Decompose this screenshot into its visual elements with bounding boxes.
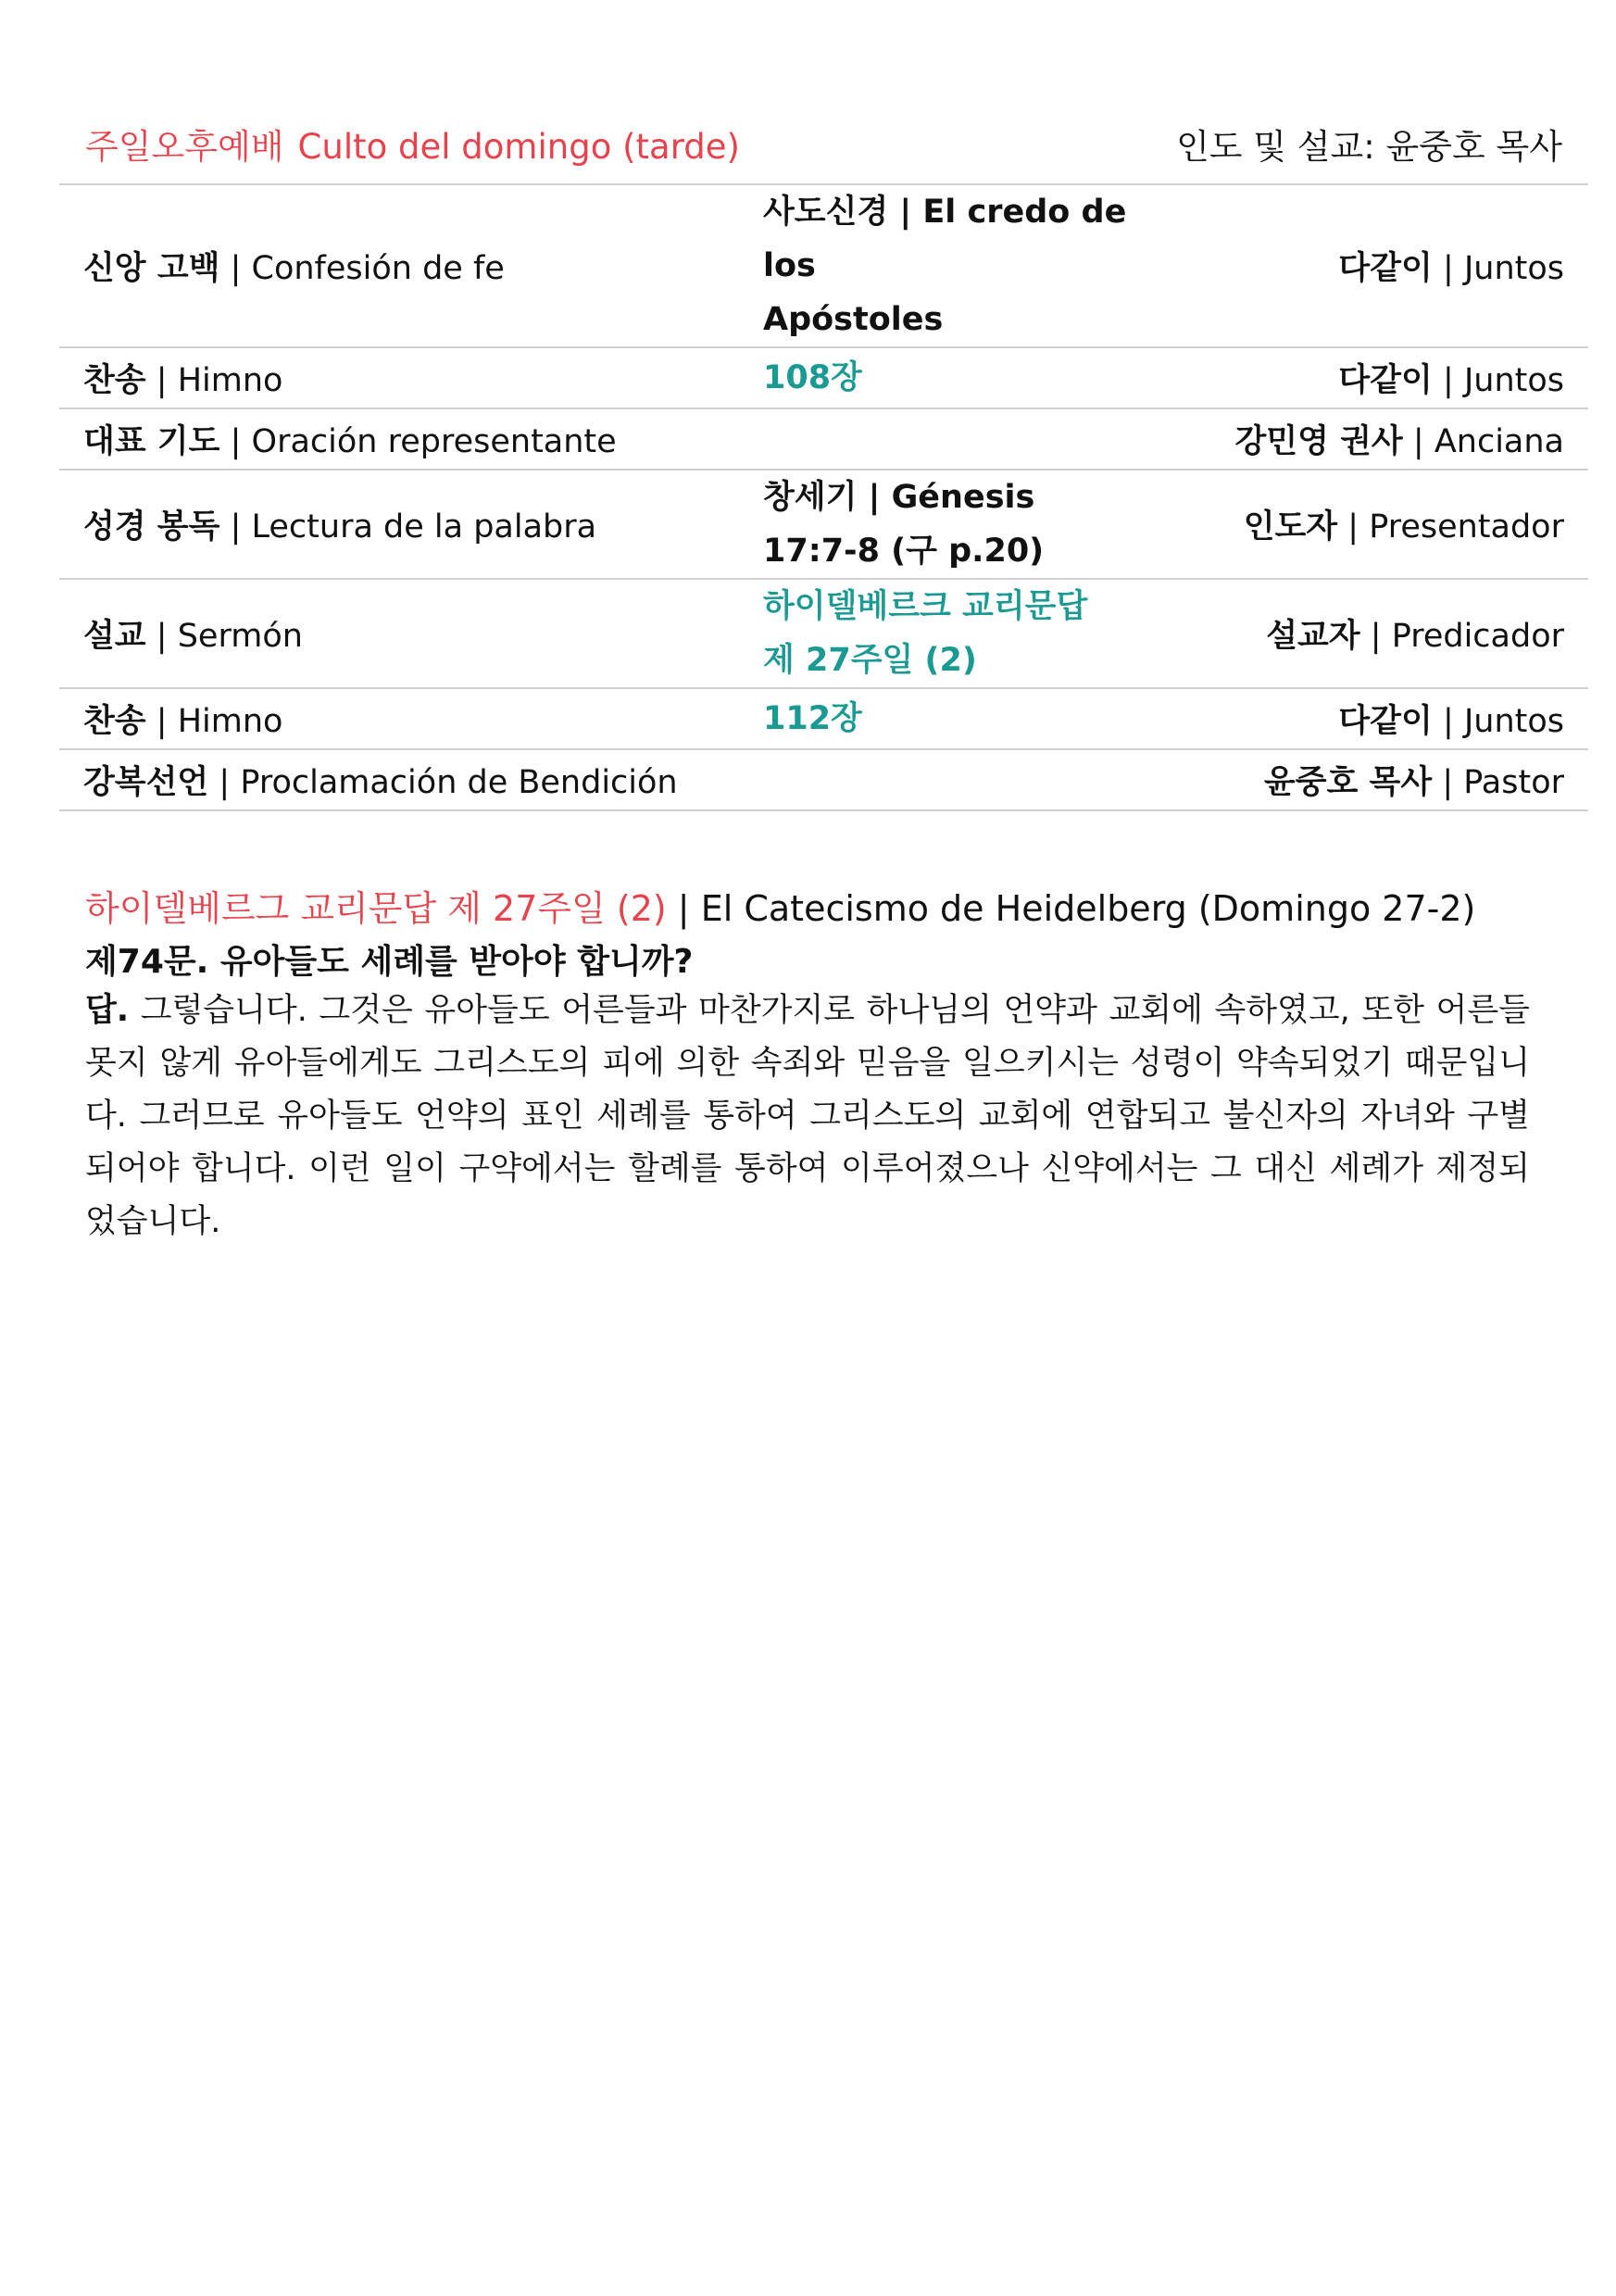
answer-text: 그렇습니다. 그것은 유아들도 어른들과 마찬가지로 하나님의 언약과 교회에 속하였고, 또한 어른들 못지 않게 유아들에게도 그리스도의 피에 의한 속죄와 믿음을 일으키시는 성령이 약속되었기 때문입니다. 그러므로 유아들도 언약의 표인 세례를 통하여 그리스도의 교회에 연합되고 불신자의 자녀와 구별되어야 합니다. 이런 일이 구약에서는 할례를 통하여 이루어졌으나 신약에서는 그 대신 세례가 제정되었습니다.: [85, 992, 1530, 1240]
item-responsible: 다같이 | Juntos: [1176, 347, 1588, 408]
item-responsible: 설교자 | Predicador: [1176, 579, 1588, 688]
item-detail: [756, 749, 1176, 810]
item-detail: 108장: [756, 347, 1176, 408]
service-title-spanish: Culto del domingo (tarde): [297, 127, 740, 167]
item-detail: 사도신경 | El credo de los Apóstoles: [756, 184, 1176, 347]
item-name: 신앙 고백 | Confesión de fe: [59, 184, 756, 347]
order-of-worship-table: [59, 183, 1588, 811]
table-row: [59, 347, 1588, 408]
table-row: [59, 408, 1588, 470]
catechism-title: 하이델베르그 교리문답 제 27주일 (2) | El Catecismo de Heidelberg (Domingo 27-2): [85, 888, 1476, 929]
answer-label: 답.: [85, 992, 130, 1029]
item-name: 설교 | Sermón: [59, 579, 756, 688]
table-row: [59, 470, 1588, 579]
catechism-title-korean: 하이델베르그 교리문답 제 27주일 (2): [85, 888, 667, 929]
service-leader: 인도 및 설교: 윤중호 목사: [1176, 127, 1562, 167]
table-row: [59, 184, 1588, 347]
item-name: 성경 봉독 | Lectura de la palabra: [59, 470, 756, 579]
catechism-answer: [85, 985, 1530, 1248]
item-responsible: 윤중호 목사 | Pastor: [1176, 749, 1588, 810]
item-detail: 하이델베르크 교리문답 제 27주일 (2): [756, 579, 1176, 688]
item-detail: [756, 408, 1176, 470]
item-responsible: 다같이 | Juntos: [1176, 184, 1588, 347]
item-detail: 112장: [756, 688, 1176, 749]
item-name: 찬송 | Himno: [59, 688, 756, 749]
item-name: 강복선언 | Proclamación de Bendición: [59, 749, 756, 810]
item-detail: 창세기 | Génesis 17:7-8 (구 p.20): [756, 470, 1176, 579]
item-responsible: 다같이 | Juntos: [1176, 688, 1588, 749]
item-responsible: 인도자 | Presentador: [1176, 470, 1588, 579]
item-name: 찬송 | Himno: [59, 347, 756, 408]
table-row: [59, 579, 1588, 688]
table-row: [59, 749, 1588, 810]
catechism-question: 제74문. 유아들도 세례를 받아야 합니까?: [85, 943, 694, 981]
item-responsible: 강민영 권사 | Anciana: [1176, 408, 1588, 470]
item-name: 대표 기도 | Oración representante: [59, 408, 756, 470]
catechism-title-spanish: El Catecismo de Heidelberg (Domingo 27-2): [700, 888, 1476, 929]
service-header: [85, 119, 1562, 172]
service-title-korean: 주일오후예배: [85, 127, 284, 167]
table-row: [59, 688, 1588, 749]
